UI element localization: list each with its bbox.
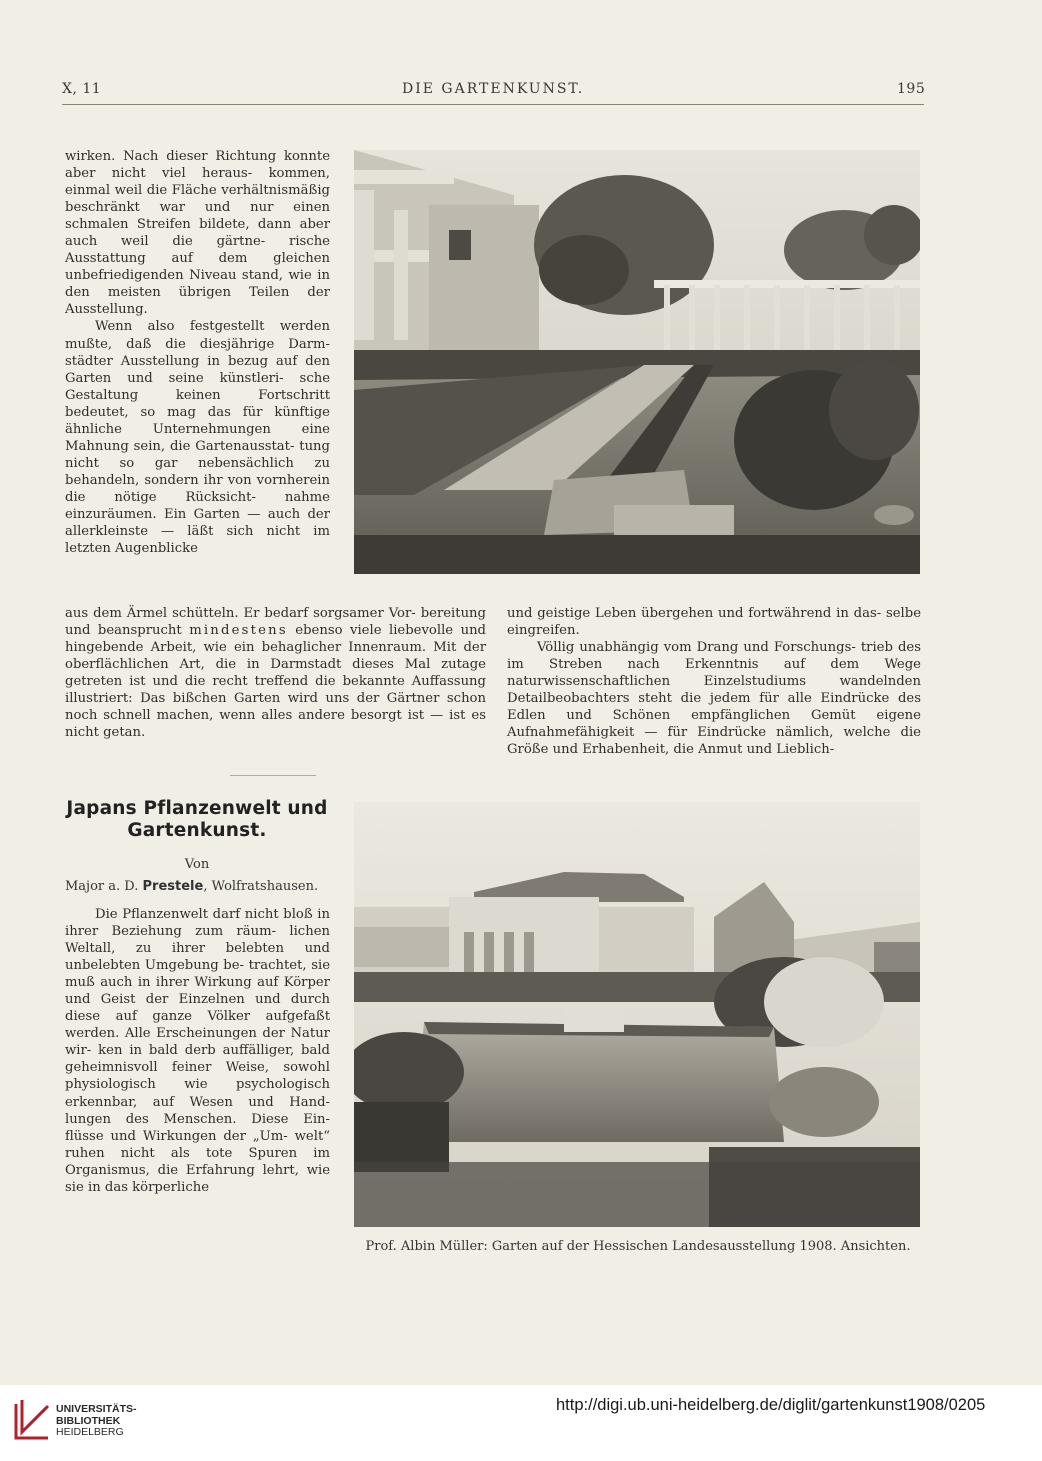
- header-rule: [62, 104, 924, 105]
- section-divider: [230, 775, 316, 776]
- paragraph: wirken. Nach dieser Richtung konnte aber nicht viel heraus- kommen, einmal weil die Fläche verhältnismäßig beschränkt war und nur einen schmalen Streifen bildete, dann aber auch weil die gärtne- rische Ausstattung auf dem gleichen unbefriedigenden Niveau stand, wie in den meisten übrigen Teilen der Ausstellung.: [65, 149, 330, 318]
- running-header-journal: DIE GARTENKUNST.: [402, 81, 585, 97]
- paragraph: Völlig unabhängig vom Drang und Forschungs- trieb des im Streben nach Erkenntnis auf dem Wege naturwissenschaftlichen Einzelstudiums wandelnden Detailbeobachters steht die jedem für alle Eindrücke des Edlen und Schönen empfänglichen Gemüt eigene Aufnahmefähigkeit — für Eindrücke nämlich, welche die Größe und Erhabenheit, die Anmut und Lieblich-: [507, 640, 921, 758]
- emphasis-spaced: mindestens: [189, 623, 288, 639]
- paragraph: und geistige Leben übergehen und fortwährend in das- selbe eingreifen.: [507, 606, 921, 639]
- author-line: Major a. D. Prestele, Wolfratshausen.: [65, 879, 319, 894]
- source-url-link[interactable]: http://digi.ub.uni-heidelberg.de/diglit/gartenkunst1908/0205: [556, 1396, 986, 1414]
- paragraph: aus dem Ärmel schütteln. Er bedarf sorgsamer Vor- bereitung und beansprucht mindestens ebenso viele liebevolle und hingebende Arbeit, wie ein behaglicher Innenraum. Mit der oberflächlichen Art, die in Darmstadt dieses Mal zutage getreten ist und die recht treffend die bekannte Auffassung illustriert: Das bißchen Garten wird uns der Gärtner schon noch schnell machen, wenn alles andere besorgt ist — ist es nicht getan.: [65, 606, 486, 741]
- author-name: Prestele: [142, 879, 204, 894]
- library-logo-icon: [12, 1398, 52, 1446]
- byline-von: Von: [184, 857, 210, 872]
- running-header-volume: X, 11: [62, 81, 102, 97]
- library-name: UNIVERSITÄTS- BIBLIOTHEK HEIDELBERG: [56, 1403, 137, 1438]
- text-column-left-wide: [65, 605, 486, 741]
- figure-caption: Prof. Albin Müller: Garten auf der Hessischen Landesausstellung 1908. Ansichten.: [365, 1239, 911, 1254]
- paragraph: Die Pflanzenwelt darf nicht bloß in ihrer Beziehung zum räum- lichen Weltall, zu ihrer belebten und unbelebten Umgebung be- trachtet, sie muß auch in ihrer Wirkung auf Körper und Geist der Einzelnen und durch diese auf ganze Völker aufgefaßt werden. Alle Erscheinungen der Natur wir- ken in bald derb auffälliger, bald geheimnisvoll feiner Weise, sowohl physiologisch wie psychologisch erkennbar, auf Wesen und Hand- lungen des Menschen. Diese Ein- flüsse und Wirkungen der „Um- welt“ ruhen nicht als tote Spuren im Organismus, die Erfahrung lehrt, wie sie in das körperliche: [65, 907, 330, 1195]
- paragraph: Wenn also festgestellt werden mußte, daß die diesjährige Darm- städter Ausstellung in bezug auf den Garten und seine künstleri- sche Gestaltung keinen Fortschritt bedeutet, so mag das für künftige ähnliche Unternehmungen eine Mahnung sein, die Gartenausstat- tung nicht so gar nebensächlich zu behandeln, sondern ihr von vornherein die nötige Rücksicht- nahme einzuräumen. Ein Garten — auch der allerkleinste — läßt sich nicht im letzten Augenblicke: [65, 319, 330, 557]
- text-column-left-upper: [65, 148, 330, 557]
- text-column-right: [507, 605, 921, 758]
- garden-photo-terrace: [354, 150, 920, 574]
- text-column-left-lower: [65, 906, 330, 1196]
- article-title: Japans Pflanzenwelt und Gartenkunst.: [66, 798, 328, 841]
- garden-photo-pool: [354, 802, 920, 1227]
- page-number: 195: [897, 81, 926, 97]
